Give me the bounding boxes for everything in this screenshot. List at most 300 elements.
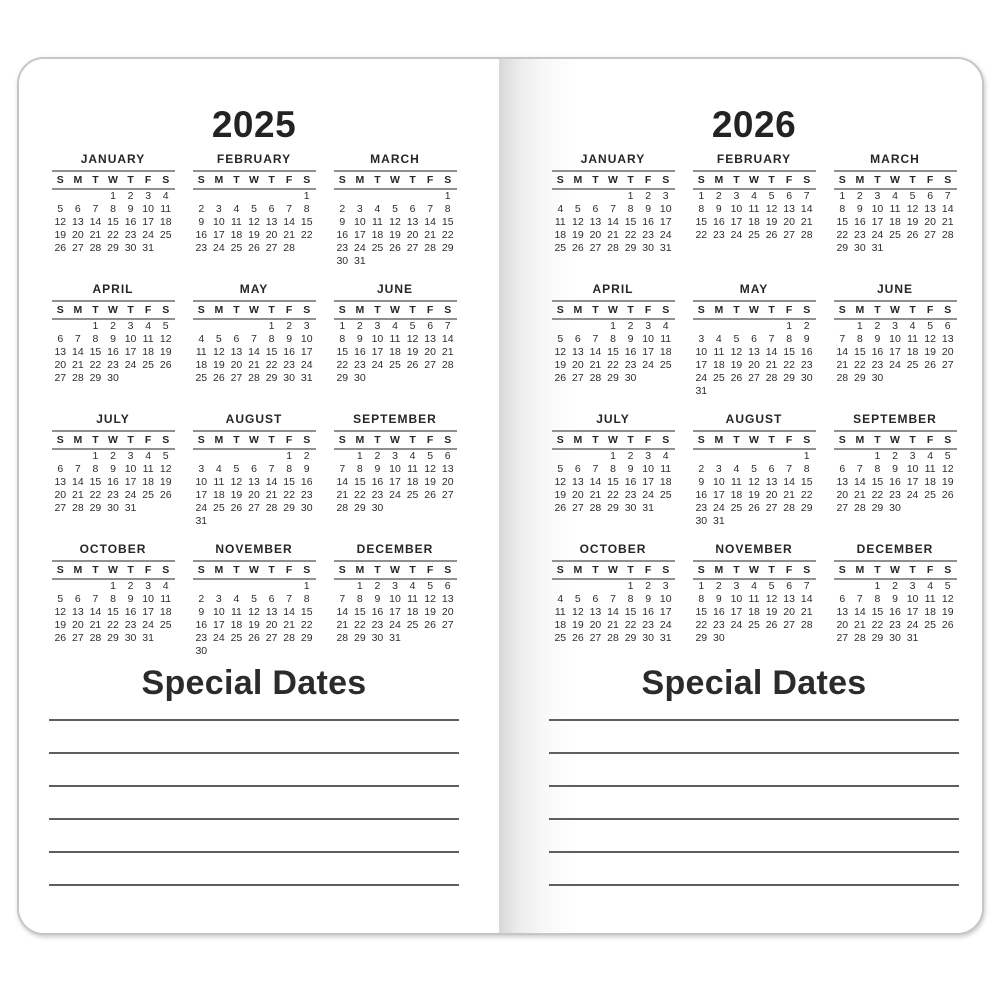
date-cell: 11 (160, 593, 172, 605)
month-july (52, 412, 175, 526)
date-cell: 15 (607, 346, 619, 358)
weekday-letter: T (92, 434, 99, 446)
date-cell: 17 (124, 476, 137, 488)
date-cell: 1 (92, 450, 99, 462)
date-cell: 19 (406, 346, 419, 358)
date-cell: 31 (713, 515, 725, 527)
date-cell: 27 (783, 229, 795, 241)
date-cell: 4 (233, 593, 240, 605)
weekday-letter: S (162, 174, 170, 186)
date-cell: 3 (892, 320, 898, 332)
month-february (193, 152, 316, 266)
dates-grid (552, 320, 675, 385)
date-cell: 20 (589, 229, 602, 241)
date-cell: 25 (406, 619, 419, 631)
date-cell: 19 (213, 359, 225, 371)
date-cell: 19 (765, 606, 778, 618)
date-cell: 27 (265, 632, 278, 644)
blank-cell (745, 450, 763, 463)
date-cell: 18 (230, 619, 243, 631)
date-cell: 17 (906, 606, 919, 618)
date-cell: 4 (909, 320, 916, 332)
date-cell: 21 (941, 216, 954, 228)
dates-grid (193, 580, 316, 658)
weekday-letter: S (944, 434, 952, 446)
date-cell: 5 (215, 333, 222, 345)
date-cell: 2 (339, 203, 346, 215)
date-cell: 14 (607, 216, 619, 228)
date-cell: 13 (941, 333, 954, 345)
date-cell: 5 (768, 580, 775, 592)
date-cell: 18 (554, 619, 567, 631)
date-cell: 20 (836, 619, 849, 631)
date-cell: 16 (889, 606, 901, 618)
date-cell: 4 (233, 203, 240, 215)
date-cell: 31 (389, 632, 401, 644)
date-cell: 4 (733, 463, 740, 475)
blank-cell (52, 580, 70, 593)
date-cell: 4 (715, 333, 722, 345)
date-cell: 7 (444, 320, 451, 332)
date-cell: 12 (748, 476, 760, 488)
date-cell: 17 (730, 606, 743, 618)
date-cell: 1 (303, 190, 310, 202)
dates-grid (834, 580, 957, 645)
writing-line (49, 820, 459, 853)
date-cell: 25 (748, 229, 760, 241)
date-cell: 4 (662, 320, 669, 332)
date-cell: 10 (642, 333, 654, 345)
date-cell: 14 (336, 476, 349, 488)
date-cell: 23 (800, 359, 813, 371)
month-october (52, 542, 175, 656)
month-title: JUNE (876, 282, 913, 296)
month-title: SEPTEMBER (353, 412, 437, 426)
date-cell: 4 (162, 580, 169, 592)
date-cell: 22 (354, 489, 366, 501)
blank-cell (52, 190, 70, 203)
month-title: DECEMBER (356, 542, 434, 556)
weekday-letter: T (409, 564, 416, 576)
date-cell: 7 (803, 580, 810, 592)
date-cell: 23 (371, 489, 384, 501)
date-cell: 26 (765, 229, 778, 241)
month-may (693, 282, 816, 396)
blank-cell (228, 580, 246, 593)
date-cell: 30 (107, 372, 119, 384)
weekday-letter: M (714, 174, 724, 186)
date-cell: 22 (871, 489, 884, 501)
date-cell: 2 (627, 450, 634, 462)
date-cell: 12 (906, 203, 919, 215)
date-cell: 25 (389, 359, 401, 371)
weekday-letter: T (592, 304, 599, 316)
date-cell: 10 (871, 203, 884, 215)
date-cell: 5 (733, 333, 740, 345)
date-cell: 20 (54, 489, 67, 501)
weekday-letter: W (749, 304, 759, 316)
weekday-letter: S (56, 304, 64, 316)
date-cell: 24 (871, 229, 884, 241)
blank-cell (604, 580, 622, 593)
weekday-letter: T (627, 174, 634, 186)
date-cell: 11 (389, 333, 401, 345)
date-cell: 10 (389, 593, 401, 605)
date-cell: 8 (874, 593, 881, 605)
date-cell: 9 (645, 203, 652, 215)
date-cell: 22 (695, 229, 708, 241)
weekday-letter: T (409, 174, 416, 186)
date-cell: 21 (248, 359, 260, 371)
date-cell: 16 (695, 489, 708, 501)
date-cell: 8 (92, 333, 99, 345)
weekday-letter: S (197, 304, 205, 316)
date-cell: 4 (892, 190, 898, 202)
weekday-letter: S (803, 174, 811, 186)
date-cell: 28 (424, 242, 436, 254)
date-cell: 24 (642, 489, 654, 501)
date-cell: 11 (407, 463, 419, 475)
date-cell: 26 (424, 619, 436, 631)
date-cell: 2 (374, 450, 381, 462)
month-april (552, 282, 675, 396)
weekday-row (552, 302, 675, 318)
month-march (834, 152, 957, 266)
weekday-letter: S (838, 174, 846, 186)
date-cell: 12 (572, 216, 584, 228)
date-cell: 14 (607, 606, 619, 618)
date-cell: 5 (751, 463, 757, 475)
weekday-letter: T (768, 564, 775, 576)
date-cell: 12 (248, 606, 260, 618)
date-cell: 14 (72, 346, 84, 358)
date-cell: 12 (248, 216, 260, 228)
date-cell: 10 (906, 593, 919, 605)
date-cell: 28 (336, 502, 349, 514)
date-cell: 31 (695, 385, 708, 397)
weekday-letter: T (733, 174, 740, 186)
month-september (834, 412, 957, 526)
weekday-letter: T (127, 434, 134, 446)
date-cell: 22 (783, 359, 795, 371)
month-title: APRIL (592, 282, 634, 296)
blank-cell (728, 450, 746, 463)
date-cell: 3 (874, 190, 881, 202)
date-cell: 10 (371, 333, 384, 345)
date-cell: 25 (906, 359, 919, 371)
date-cell: 7 (610, 593, 616, 605)
date-cell: 2 (127, 580, 134, 592)
date-cell: 16 (642, 216, 654, 228)
date-cell: 13 (441, 593, 454, 605)
date-cell: 24 (889, 359, 901, 371)
date-cell: 15 (854, 346, 866, 358)
date-cell: 20 (589, 619, 602, 631)
date-cell: 21 (836, 359, 849, 371)
date-cell: 8 (92, 463, 99, 475)
date-cell: 15 (354, 606, 366, 618)
writing-line (49, 787, 459, 820)
date-cell: 13 (441, 463, 454, 475)
date-cell: 27 (589, 632, 602, 644)
date-cell: 8 (356, 593, 363, 605)
date-cell: 19 (554, 489, 567, 501)
date-cell: 5 (574, 203, 581, 215)
blank-cell (87, 580, 105, 593)
date-cell: 25 (142, 359, 154, 371)
date-cell: 26 (906, 229, 919, 241)
date-cell: 12 (765, 203, 778, 215)
month-title: DECEMBER (856, 542, 934, 556)
writing-line (549, 853, 959, 886)
blank-cell (245, 190, 263, 203)
date-cell: 23 (300, 489, 313, 501)
date-cell: 26 (941, 619, 954, 631)
date-cell: 9 (110, 333, 116, 345)
date-cell: 2 (856, 190, 863, 202)
date-cell: 18 (195, 359, 208, 371)
date-cell: 8 (303, 203, 310, 215)
weekday-letter: T (268, 564, 275, 576)
date-cell: 20 (248, 489, 260, 501)
date-cell: 10 (124, 463, 137, 475)
month-title: MAY (239, 282, 269, 296)
date-cell: 11 (142, 333, 154, 345)
date-cell: 7 (427, 203, 434, 215)
date-cell: 1 (92, 320, 99, 332)
date-cell: 2 (303, 450, 310, 462)
date-cell: 13 (54, 476, 67, 488)
date-cell: 10 (695, 346, 708, 358)
date-cell: 14 (248, 346, 260, 358)
date-cell: 16 (371, 476, 384, 488)
date-cell: 3 (662, 190, 669, 202)
date-cell: 22 (624, 229, 637, 241)
date-cell: 6 (57, 333, 64, 345)
date-cell: 6 (444, 450, 451, 462)
date-cell: 30 (800, 372, 813, 384)
date-cell: 29 (607, 372, 619, 384)
date-cell: 23 (889, 489, 901, 501)
month-title: OCTOBER (579, 542, 647, 556)
date-cell: 28 (589, 372, 602, 384)
weekday-letter: M (573, 564, 583, 576)
date-cell: 10 (213, 606, 225, 618)
weekday-letter: F (926, 434, 934, 446)
date-cell: 9 (198, 606, 205, 618)
date-cell: 23 (336, 242, 349, 254)
date-cell: 30 (695, 515, 708, 527)
date-cell: 12 (765, 593, 778, 605)
date-cell: 17 (713, 489, 725, 501)
weekday-letter: S (697, 564, 705, 576)
date-cell: 14 (589, 476, 602, 488)
date-cell: 9 (356, 333, 363, 345)
date-cell: 19 (924, 346, 936, 358)
date-cell: 18 (554, 229, 567, 241)
dates-grid (193, 450, 316, 528)
date-cell: 30 (854, 242, 866, 254)
date-cell: 9 (803, 333, 810, 345)
weekday-row (693, 562, 816, 578)
date-cell: 10 (659, 593, 672, 605)
month-june (834, 282, 957, 396)
date-cell: 27 (441, 489, 454, 501)
date-cell: 11 (889, 203, 901, 215)
date-cell: 26 (54, 632, 67, 644)
date-cell: 15 (607, 476, 619, 488)
date-cell: 11 (660, 463, 672, 475)
date-cell: 19 (424, 476, 436, 488)
weekday-letter: S (197, 174, 205, 186)
weekday-row (552, 562, 675, 578)
date-cell: 18 (142, 346, 154, 358)
dates-grid (693, 580, 816, 645)
date-cell: 9 (892, 593, 898, 605)
date-cell: 22 (624, 619, 637, 631)
date-cell: 13 (406, 216, 419, 228)
date-cell: 25 (889, 229, 901, 241)
date-cell: 16 (624, 476, 637, 488)
date-cell: 29 (871, 502, 884, 514)
page-content-right (549, 106, 959, 886)
date-cell: 17 (371, 346, 384, 358)
date-cell: 20 (406, 229, 419, 241)
weekday-letter: S (697, 434, 705, 446)
weekday-letter: T (909, 174, 916, 186)
date-cell: 1 (627, 580, 634, 592)
date-cell: 12 (554, 346, 567, 358)
date-cell: 27 (54, 372, 67, 384)
weekday-letter: W (890, 434, 900, 446)
date-cell: 13 (572, 476, 584, 488)
blank-cell (263, 580, 281, 593)
date-cell: 3 (662, 580, 669, 592)
date-cell: 8 (303, 593, 310, 605)
dates-grid (552, 450, 675, 515)
weekday-letter: T (592, 434, 599, 446)
date-cell: 21 (72, 489, 84, 501)
blank-cell (280, 190, 298, 203)
date-cell: 2 (645, 580, 652, 592)
weekday-letter: M (573, 174, 583, 186)
date-cell: 25 (730, 502, 743, 514)
month-january (552, 152, 675, 266)
date-cell: 16 (871, 346, 884, 358)
weekday-letter: S (162, 304, 170, 316)
date-cell: 12 (941, 463, 954, 475)
date-cell: 6 (574, 463, 581, 475)
weekday-letter: S (338, 174, 346, 186)
date-cell: 8 (610, 333, 616, 345)
weekday-letter: S (56, 564, 64, 576)
weekday-letter: T (627, 434, 634, 446)
date-cell: 16 (854, 216, 866, 228)
date-cell: 23 (195, 242, 208, 254)
date-cell: 23 (642, 229, 654, 241)
date-cell: 26 (213, 372, 225, 384)
date-cell: 22 (800, 489, 813, 501)
date-cell: 22 (283, 489, 295, 501)
month-title: APRIL (92, 282, 134, 296)
dates-grid (693, 190, 816, 242)
weekday-letter: T (233, 564, 240, 576)
weekday-letter: T (592, 564, 599, 576)
blank-cell (552, 190, 570, 203)
date-cell: 9 (892, 463, 898, 475)
month-title: NOVEMBER (215, 542, 293, 556)
date-cell: 17 (642, 476, 654, 488)
weekday-letter: T (768, 174, 775, 186)
weekday-letter: M (714, 304, 724, 316)
writing-line (49, 853, 459, 886)
blank-cell (193, 190, 211, 203)
date-cell: 27 (941, 359, 954, 371)
date-cell: 24 (354, 242, 366, 254)
date-cell: 31 (354, 255, 366, 267)
weekday-letter: T (909, 434, 916, 446)
date-cell: 24 (213, 632, 225, 644)
date-cell: 27 (572, 372, 584, 384)
weekday-row (52, 562, 175, 578)
date-cell: 24 (730, 619, 743, 631)
blank-cell (334, 580, 352, 593)
date-cell: 24 (124, 489, 137, 501)
date-cell: 8 (110, 203, 116, 215)
date-cell: 28 (72, 372, 84, 384)
date-cell: 17 (389, 476, 401, 488)
date-cell: 28 (89, 242, 102, 254)
date-cell: 11 (554, 216, 566, 228)
weekday-letter: T (268, 434, 275, 446)
date-cell: 29 (783, 372, 795, 384)
date-cell: 13 (924, 203, 936, 215)
blank-cell (710, 450, 728, 463)
date-cell: 24 (213, 242, 225, 254)
date-cell: 13 (589, 606, 602, 618)
date-cell: 14 (89, 606, 102, 618)
date-cell: 10 (195, 476, 208, 488)
weekday-letter: S (662, 434, 670, 446)
page-content-left (49, 106, 459, 886)
date-cell: 27 (72, 242, 84, 254)
date-cell: 1 (627, 190, 634, 202)
weekday-letter: W (390, 564, 400, 576)
date-cell: 3 (909, 580, 916, 592)
date-cell: 27 (783, 619, 795, 631)
date-cell: 2 (127, 190, 134, 202)
weekday-letter: W (249, 304, 259, 316)
date-cell: 29 (89, 372, 102, 384)
weekday-letter: T (127, 564, 134, 576)
weekday-letter: S (303, 304, 311, 316)
date-cell: 10 (642, 463, 654, 475)
date-cell: 25 (195, 372, 208, 384)
date-cell: 13 (72, 216, 84, 228)
date-cell: 22 (107, 229, 119, 241)
date-cell: 7 (339, 463, 346, 475)
date-cell: 29 (800, 502, 813, 514)
date-cell: 4 (751, 580, 757, 592)
date-cell: 11 (195, 346, 207, 358)
date-cell: 15 (354, 476, 366, 488)
date-cell: 23 (624, 489, 637, 501)
date-cell: 6 (839, 463, 846, 475)
date-cell: 8 (627, 593, 634, 605)
date-cell: 21 (424, 229, 436, 241)
date-cell: 29 (854, 372, 866, 384)
date-cell: 21 (283, 619, 295, 631)
